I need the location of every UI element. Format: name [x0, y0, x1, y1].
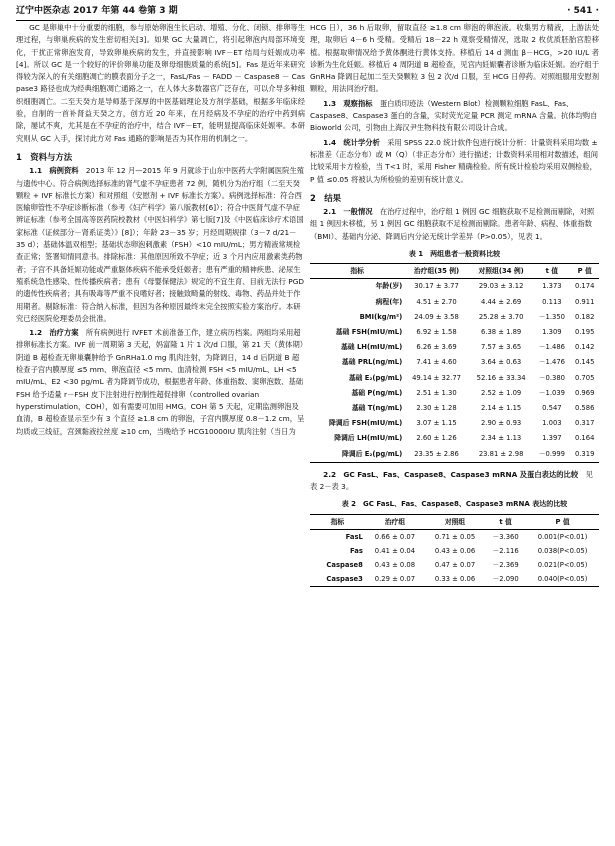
- table-row: [310, 416, 599, 431]
- table-cell: －2.090: [492, 574, 519, 583]
- continued-paragraph: HCG 日），36 h 后取卵，留取直径 ≥1.8 cm 卵泡的卵泡液。收集男方精液，上游法处理，取卵后 4－6 h 受精。受精后 18－22 h 观察受精情况，选取 2 枚优质胚胎宫腔移植。根据取卵情况给予黄体酮进行黄体支持。移植后 14 d 测血 β－HCG，>20 IU/L 者诊断为生化妊娠。移植后 4 周阴道 B 超检查，见宫内妊娠囊者诊断为临床妊娠。治疗组于 GnRHa 降调日起加二至天癸颗粒 3 包 2 次/d 口服，至 HCG 日停药。对照组服用安慰剂颗粒，用法同治疗组。: [310, 23, 599, 94]
- table-cell: －0.999: [538, 449, 566, 458]
- table-row: [310, 572, 599, 587]
- page-number: · 541 ·: [567, 5, 599, 16]
- table-cell: －2.116: [492, 546, 519, 555]
- table1-caption-text: 两组患者一般资料比较: [430, 250, 501, 259]
- table-cell: 0.164: [574, 434, 595, 443]
- subsection-general: [310, 206, 599, 243]
- table-row: [310, 544, 599, 558]
- table-row: [310, 447, 599, 463]
- journal-name: 辽宁中医杂志 2017 年第 44 卷第 3 期: [16, 5, 178, 16]
- table-cell: 降调后 E₂(pg/mL): [342, 449, 403, 458]
- table-header-row: [310, 264, 599, 279]
- table-cell: 0.145: [574, 358, 595, 367]
- table-cell: 0.040(P<0.05): [537, 574, 588, 583]
- table-cell: －0.380: [538, 373, 566, 382]
- table-row: [310, 529, 599, 544]
- subsection-title: 1.4 统计学分析: [323, 137, 380, 147]
- table-cell: 基础 LH(mIU/mL): [341, 343, 403, 352]
- table-cell: 基础 T(ng/mL): [351, 403, 403, 412]
- table-cell: Caspase8: [326, 560, 363, 569]
- table-cell: －2.369: [492, 560, 519, 569]
- table-row: [310, 401, 599, 416]
- subsection-text: 采用 SPSS 22.0 统计软件包进行统计分析：计量资料采用均数 ± 标准差（正态分布）或 M（Q）（非正态分布）进行描述；计数资料采用相对数描述，组间比较采用卡方检验，当 T<1 时，采用 Fisher 精确检验。所有统计检验均采用双侧检验，P 值 ≤0.05 将被认为所检验的差别有统计意义。: [310, 137, 598, 184]
- table-header-cell: P 值: [555, 517, 570, 526]
- subsection-title: 1.2 治疗方案: [29, 328, 79, 338]
- table-cell: 基础 E₂(pg/mL): [348, 373, 403, 382]
- table-cell: 0.195: [574, 327, 595, 336]
- table-cell: 6.92 ± 1.58: [416, 327, 457, 336]
- table-cell: 0.547: [542, 403, 562, 412]
- table-cell: 0.43 ± 0.08: [374, 560, 416, 569]
- table-cell: 29.03 ± 3.12: [478, 282, 524, 291]
- subsection-text: 2013 年 12 月—2015 年 9 月就诊于山东中医药大学附属医院生殖与遗传中心。符合病例选择标准的肾气虚不孕症患者 72 例，随机分为治疗组（二至天癸颗粒 + IVF 标准长方案）和对照组（安慰剂 + IVF 标准长方案）。病例选择标准：符合西医输卵管性不孕症诊断标准（参考《妇产科学》第八版教材[6]）；符合中医肾气虚不孕症辨证标准（参考全国高等医药院校教材《中医妇科学》第七版[7]及《中医临床诊疗术语国家标准（证候部分－肾系证类）》[8]）；年龄 23－35 岁；月经周期规律（3－7 d/21－35 d）；基础体温双相型；基础状态卵泡刺激素（FSH）<10 mIU/mL；男方精液常规检查正常；签署知情同意书。排除标准：其他原因所致不孕症；近 3 个月内应用激素类药物者；子宫不具备妊娠功能或严重躯体疾病不能承受妊娠者；患有严重的精神疾患、泌尿生殖系统急性感染、性传播疾病者；患有《母婴保健法》规定的不宜生育、目前无法行 PGD 的遗传性疾病者；具有吸毒等严重不良嗜好者；接触致畸量的射线、毒物、药品并处于作用期者。剔除标准：符合纳入标准，但因为各种原因最终未完全按照实验方案治疗。本研究已经医院伦理委员会批准。: [16, 166, 305, 323]
- table2-caption-number: 表 2: [341, 500, 357, 509]
- table-cell: 23.81 ± 2.98: [478, 449, 524, 458]
- table-cell: 6.38 ± 1.89: [480, 327, 522, 336]
- table-row: [310, 355, 599, 370]
- table-cell: 0.174: [574, 282, 595, 291]
- table-row: [310, 371, 599, 386]
- subsection-title: 1.3 观察指标: [323, 98, 373, 108]
- table-header-cell: 治疗组: [384, 517, 406, 526]
- table-header-cell: 指标: [350, 267, 364, 276]
- table-cell: 7.41 ± 4.60: [416, 358, 457, 367]
- table-cell: 0.182: [574, 312, 595, 321]
- left-column: [16, 22, 305, 438]
- table1-caption: [310, 248, 599, 260]
- table-cell: 1.397: [542, 434, 562, 443]
- table-cell: 23.35 ± 2.86: [414, 449, 459, 458]
- table-cell: 3.64 ± 0.63: [480, 358, 522, 367]
- table-row: [310, 325, 599, 340]
- table-cell: 4.51 ± 2.70: [416, 297, 457, 306]
- table-cell: 0.317: [574, 419, 595, 428]
- table-row: [310, 279, 599, 295]
- table-cell: 2.51 ± 1.30: [416, 388, 457, 397]
- table-header-cell: 对照组(34 例): [478, 267, 524, 276]
- table-cell: 7.57 ± 3.65: [480, 343, 522, 352]
- subsection-expression: [310, 469, 599, 494]
- subsection-indicators: [310, 98, 599, 135]
- table1-caption-number: 表 1: [408, 250, 424, 259]
- table-header-cell: 对照组: [444, 517, 466, 526]
- table-cell: 0.71 ± 0.05: [434, 532, 476, 541]
- table-cell: Fas: [350, 546, 363, 555]
- table-cell: 0.47 ± 0.07: [434, 560, 476, 569]
- subsection-statistics: [310, 137, 599, 186]
- table-cell: 49.14 ± 32.77: [412, 373, 461, 382]
- subsection-title: 1.1 病例资料: [29, 166, 79, 176]
- table-row: [310, 431, 599, 446]
- running-header: [16, 2, 599, 21]
- table-cell: －1.476: [538, 358, 566, 367]
- table-cell: 0.66 ± 0.07: [374, 532, 416, 541]
- table-header-cell: 治疗组(35 例): [413, 267, 460, 276]
- table-cell: 25.28 ± 3.70: [478, 312, 524, 321]
- table-cell: －1.039: [538, 388, 566, 397]
- table-cell: 6.26 ± 3.69: [416, 343, 457, 352]
- table-cell: 1.373: [542, 282, 562, 291]
- table-cell: 3.07 ± 1.15: [416, 419, 457, 428]
- table-cell: 0.29 ± 0.07: [374, 574, 416, 583]
- table-header-cell: P 值: [577, 267, 592, 276]
- table-cell: Caspase3: [326, 574, 363, 583]
- table-cell: FasL: [345, 532, 363, 541]
- table-cell: －1.486: [538, 343, 566, 352]
- table-header-row: [310, 514, 599, 529]
- subsection-text: 所有病例进行 IVFET 术前准备工作，建立病历档案。两组均采用超排卵标准长方案。IVF 前一周期第 3 天起，妈富隆 1 片 1 次/d 口服，第 21 天（黄体期）阴道 B 超检查无卵巢囊肿给予 GnRHa1.0 mg 肌肉注射，为降调日，14 d 后阴道 B 超检查子宫内膜厚度 ≤5 mm、卵泡直径 <5 mm、血清检测 FSH <5 mIU/mL、LH <5 mIU/mL、E2 <30 pg/mL 者为降调节成功，根据患者年龄、体重指数、窦卵泡数、基础 FSH 给予适量 r－FSH 皮下注射进行控制性超促排卵（controlled ovarian hyperstimulation，COH），如有需要可加用 HMG。COH 第 5 天起，定期监测卵泡及血清，B 超检查显示至少有 3 个直径 ≥1.8 cm 的卵泡，子宫内膜厚度 0.8－1.2 cm，呈均质或三线征，宫颈黏液拉丝度 ≥10 cm，当晚给予 HCG10000IU 肌肉注射（当日为: [16, 328, 305, 436]
- table-cell: 2.30 ± 1.28: [416, 403, 457, 412]
- table-cell: 0.001(P<0.01): [537, 532, 588, 541]
- table-cell: 病程(年): [375, 297, 403, 306]
- table-cell: 0.911: [574, 297, 595, 306]
- table-cell: 0.142: [574, 343, 595, 352]
- table-cell: －3.360: [492, 532, 519, 541]
- subsection-title: 2.1 一般情况: [323, 207, 373, 217]
- table-header-cell: t 值: [499, 517, 512, 526]
- table-cell: 52.16 ± 33.34: [476, 373, 526, 382]
- table2-caption-text: GC FasL、Fas、Caspase8、Caspase3 mRNA 表达的比较: [363, 500, 568, 509]
- table-cell: 2.34 ± 1.13: [480, 434, 522, 443]
- subsection-title: 2.2 GC FasL、Fas、Caspase8、Caspase3 mRNA 及蛋白表达的比较: [323, 469, 579, 479]
- table-cell: 30.17 ± 3.77: [414, 282, 459, 291]
- table-row: [310, 295, 599, 310]
- table-row: [310, 386, 599, 401]
- table-row: [310, 558, 599, 572]
- intro-paragraph: GC 是卵巢中十分重要的细胞，参与原始卵泡生长启动、增殖、分化、闭锁、排卵等生理过程，与卵巢疾病的发生密切相关[3]。如果 GC 大量凋亡，将引起卵泡内局部环境变化，干扰正常卵泡发育，导致卵巢疾病的发生，并直接影响 IVF－ET 结局与妊娠成功率[4]。所以 GC 是一个较好的评价卵巢功能及卵母细胞质量的系统[5]。Fas 是近年来研究得较为深入的有关细胞凋亡的膜表面分子之一，FasL/Fas － FADD － Caspase8 － Caspase3 路径也成为经典细胞凋亡通路之一，在人体大多数器官广泛存在，可以介导多种组织细胞凋亡。二至天癸方是导师基于深厚的中医基础理论及方剂学基础，根据多年临床经验，自制的一首补肾益天癸之方，创方近 20 年来，在月经病及不孕症的治疗中药到病除，屡试不爽，尤其是在不孕症的治疗中，结合 IVF－ET，能明显提高临床妊娠率。本研究则从 GC 入手，探讨此方对 Fas 通路的影响是否为其作用的机制之一。: [16, 23, 305, 143]
- table-cell: 0.586: [574, 403, 595, 412]
- table-cell: 1.003: [542, 419, 562, 428]
- table-cell: BMI(kg/m²): [359, 312, 403, 321]
- table-cell: 0.41 ± 0.04: [374, 546, 416, 555]
- table-cell: 0.113: [542, 297, 562, 306]
- table-cell: －1.350: [538, 312, 566, 321]
- subsection-text: 见表 2－表 3。: [310, 469, 593, 492]
- table2: [310, 514, 599, 587]
- table-cell: 0.33 ± 0.06: [434, 574, 476, 583]
- table-cell: 降调后 FSH(mIU/mL): [329, 419, 403, 428]
- subsection-text: 在治疗过程中，治疗组 1 例因 GC 细胞获取不足检测而剔除，对照组 1 例因未移植，另 1 例因 GC 细胞获取不足检测而剔除。患者年龄、病程、体重指数（BMI）、基础内分泌、降调后内分泌无统计学差异（P>0.05），见表 1。: [310, 207, 595, 241]
- table-cell: 2.52 ± 1.09: [480, 388, 522, 397]
- table-cell: 基础 FSH(mIU/mL): [335, 327, 403, 336]
- subsection-treatment: [16, 327, 305, 438]
- table-row: [310, 340, 599, 355]
- section-heading-methods: 1 资料与方法: [16, 151, 73, 162]
- table-cell: 降调后 LH(mIU/mL): [334, 434, 403, 443]
- table-cell: 2.90 ± 0.93: [480, 419, 522, 428]
- table-cell: 0.021(P<0.05): [537, 560, 588, 569]
- table-cell: 0.43 ± 0.06: [434, 546, 476, 555]
- subsection-cases: [16, 165, 305, 325]
- table2-caption: [310, 498, 599, 510]
- table-row: [310, 310, 599, 325]
- right-column: [310, 22, 599, 587]
- table-cell: 2.14 ± 1.15: [480, 403, 522, 412]
- table-cell: 基础 PRL(ng/mL): [341, 358, 403, 367]
- section-heading-results: 2 结果: [310, 192, 341, 203]
- table-cell: 2.60 ± 1.26: [416, 434, 457, 443]
- table-cell: 0.038(P<0.05): [537, 546, 588, 555]
- subsection-text: 蛋白质印迹法（Western Blot）检测颗粒细胞 FasL、Fas、Caspase8、Caspase3 蛋白的含量，实时荧光定量 PCR 测定 mRNA 含量。抗体均购自 Bioworld 公司，引物由上海汉尹生物科技有限公司设计合成。: [310, 98, 598, 133]
- table-header-cell: t 值: [545, 267, 559, 276]
- table-cell: 0.969: [574, 388, 595, 397]
- table-cell: 基础 P(ng/mL): [351, 388, 403, 397]
- table-cell: 年龄(岁): [375, 282, 403, 291]
- table-header-cell: 指标: [330, 517, 345, 526]
- table-cell: 4.44 ± 2.69: [480, 297, 522, 306]
- table-cell: 1.309: [542, 327, 562, 336]
- table-cell: 24.09 ± 3.58: [414, 312, 459, 321]
- table-cell: 0.705: [574, 373, 595, 382]
- table-cell: 0.319: [574, 449, 595, 458]
- table1: [310, 263, 599, 462]
